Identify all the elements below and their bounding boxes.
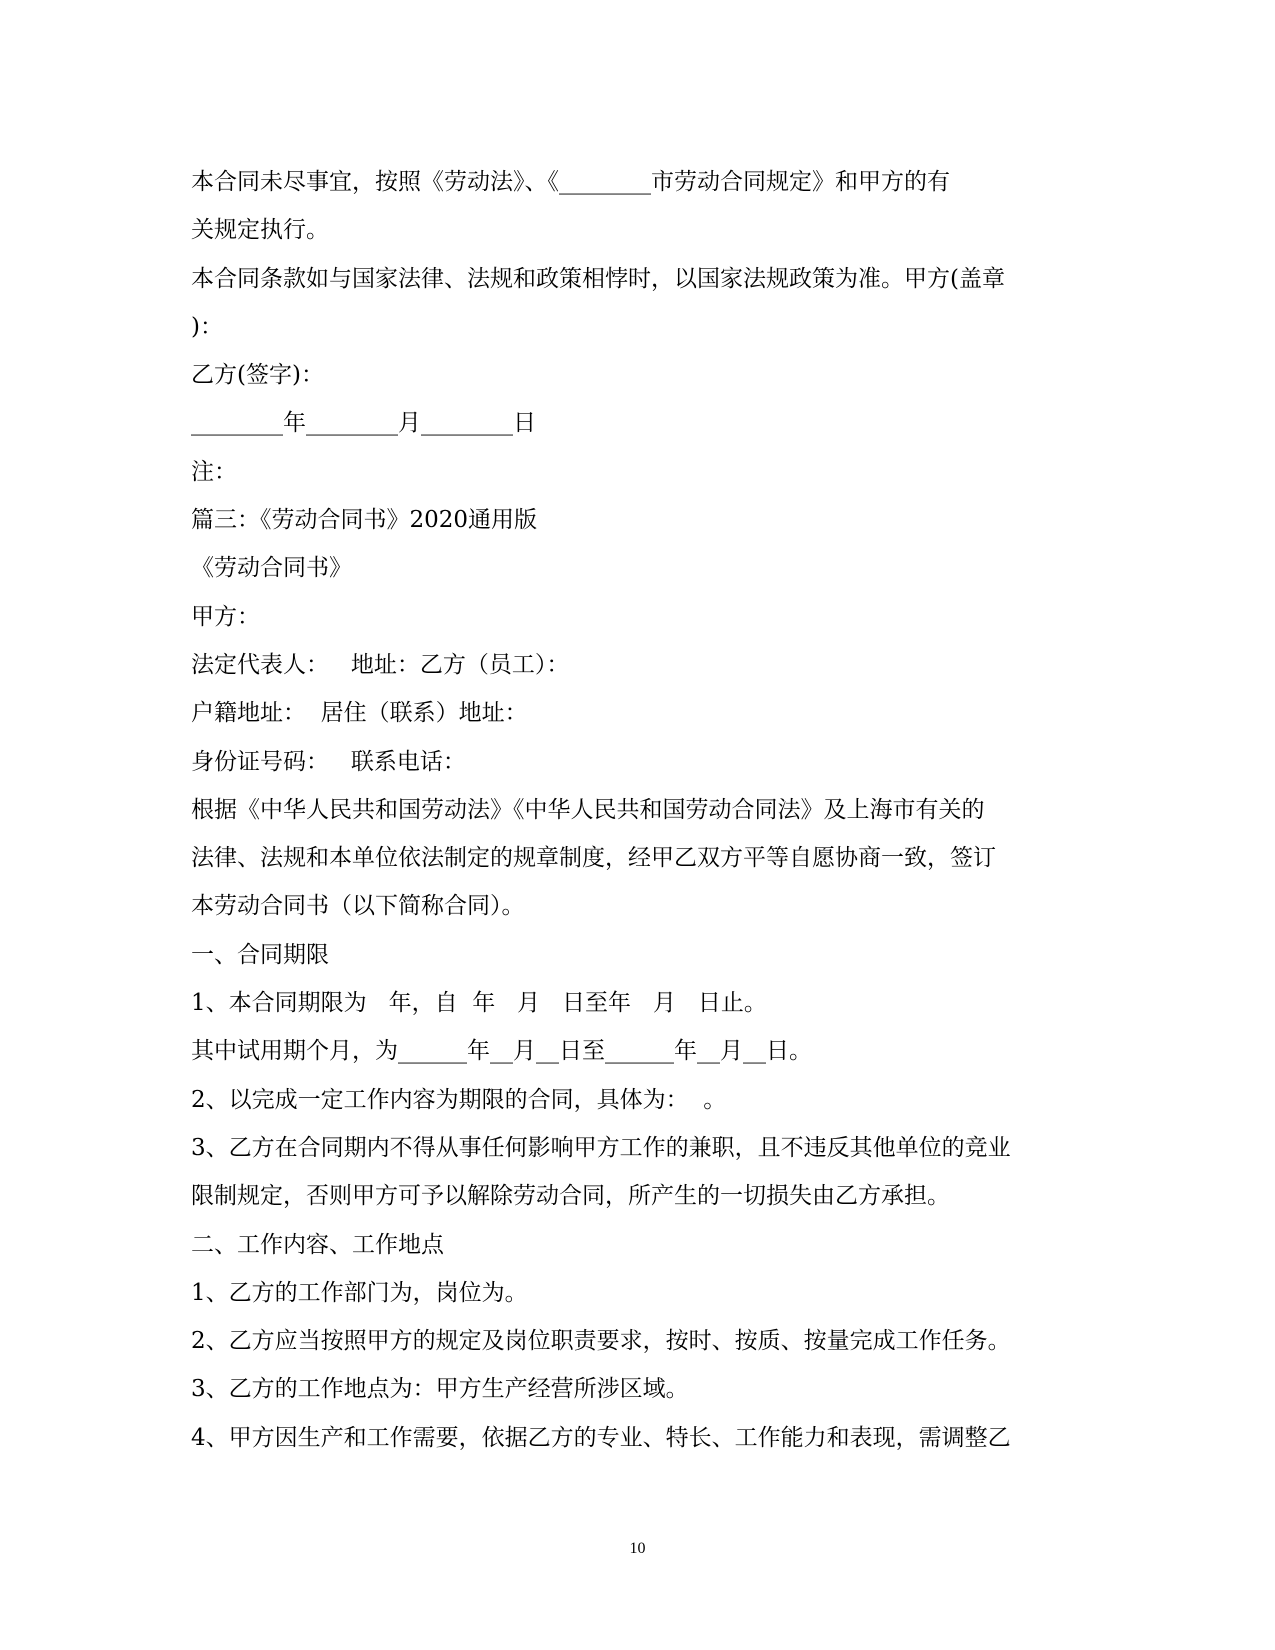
text-line: 2、乙方应当按照甲方的规定及岗位职责要求，按时、按质、按量完成工作任务。 <box>191 1328 1011 1355</box>
text-line: 3、乙方的工作地点为：甲方生产经营所涉区域。 <box>191 1376 689 1403</box>
text-line: 1、本合同期限为 年，自 年 月 日至年 月 日止。 <box>191 990 767 1017</box>
text-line: 根据《中华人民共和国劳动法》《中华人民共和国劳动合同法》及上海市有关的 <box>191 796 985 823</box>
text-line: 法律、法规和本单位依法制定的规章制度，经甲乙双方平等自愿协商一致，签订 <box>191 845 996 872</box>
clause-heading: 二、工作内容、工作地点 <box>191 1231 444 1258</box>
text-line: 户籍地址： 居住（联系）地址： <box>191 700 528 727</box>
text-line: )： <box>191 313 223 340</box>
text-line: 本合同条款如与国家法律、法规和政策相悖时，以国家法规政策为准。甲方(盖章 <box>191 265 1005 292</box>
text-line: 注： <box>191 458 237 485</box>
text-line: 4、甲方因生产和工作需要，依据乙方的专业、特长、工作能力和表现，需调整乙 <box>191 1424 1011 1451</box>
text-line: 甲方： <box>191 603 260 630</box>
text-line: 乙方(签字)： <box>191 362 324 389</box>
clause-heading: 一、合同期限 <box>191 941 329 968</box>
document-body <box>191 158 1091 1462</box>
text-line: 2、以完成一定工作内容为期限的合同，具体为： 。 <box>191 1086 727 1113</box>
text-line: 3、乙方在合同期内不得从事任何影响甲方工作的兼职，且不违反其他单位的竞业 <box>191 1134 1011 1161</box>
text-line: 限制规定，否则甲方可予以解除劳动合同，所产生的一切损失由乙方承担。 <box>191 1183 950 1210</box>
text-line: 本合同未尽事宜，按照《劳动法》、《________市劳动合同规定》和甲方的有 <box>191 169 950 195</box>
text-line: 其中试用期个月，为______年__月__日至______年__月__日。 <box>191 1038 812 1065</box>
text-line: 关规定执行。 <box>191 217 329 244</box>
section-heading: 篇三：《劳动合同书》2020通用版 <box>191 507 538 534</box>
page-number: 10 <box>629 1540 646 1557</box>
text-line: ________年________月________日 <box>191 410 536 437</box>
text-line: 1、乙方的工作部门为，岗位为。 <box>191 1279 528 1306</box>
text-line: 身份证号码： 联系电话： <box>191 748 466 775</box>
text-line: 法定代表人： 地址：乙方（员工）： <box>191 651 570 678</box>
text-line: 本劳动合同书（以下简称合同）。 <box>191 893 525 920</box>
document-title: 《劳动合同书》 <box>191 555 352 582</box>
